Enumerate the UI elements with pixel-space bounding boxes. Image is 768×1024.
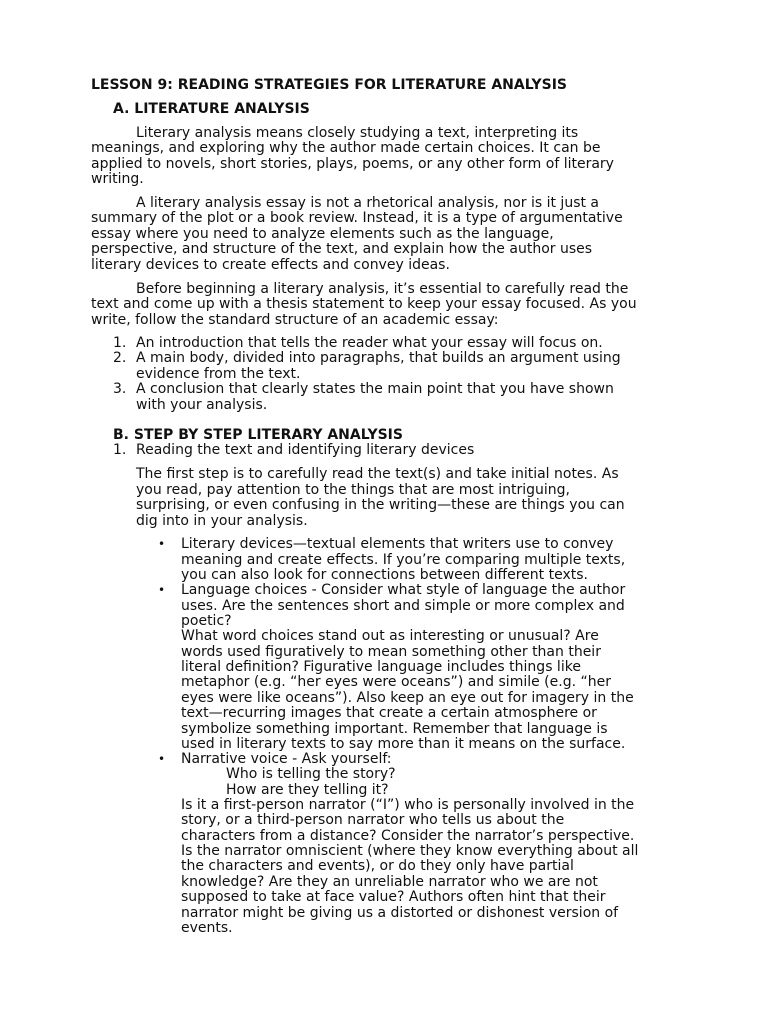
list-number: 1.: [113, 335, 127, 351]
bullet-line: words used figuratively to mean something other than their: [181, 644, 601, 660]
paragraph-line: Before beginning a literary analysis, it’s essential to carefully read the: [136, 281, 629, 297]
list-number: 3.: [113, 381, 127, 397]
paragraph-line: The first step is to carefully read the text(s) and take initial notes. As: [136, 466, 619, 482]
bullet-line: narrator might be giving us a distorted or dishonest version of: [181, 905, 619, 921]
paragraph-line: write, follow the standard structure of an academic essay:: [91, 312, 499, 328]
bullet-line: poetic?: [181, 613, 232, 629]
paragraph-line: surprising, or even confusing in the writing—these are things you can: [136, 497, 625, 513]
bullet-line: supposed to take at face value? Authors often hint that their: [181, 889, 606, 905]
bullet-line: Is the narrator omniscient (where they know everything about all: [181, 843, 639, 859]
bullet-line: the characters and events), or do they only have partial: [181, 858, 574, 874]
bullet-line: symbolize something important. Remember that language is: [181, 721, 608, 737]
bullet-line: meaning and create effects. If you’re comparing multiple texts,: [181, 552, 626, 568]
paragraph-line: perspective, and structure of the text, and explain how the author uses: [91, 241, 593, 257]
paragraph-line: you read, pay attention to the things that are most intriguing,: [136, 482, 570, 498]
bullet-line: Literary devices—textual elements that writers use to convey: [181, 536, 614, 552]
list-item: An introduction that tells the reader what your essay will focus on.: [136, 335, 603, 351]
bullet-line: Narrative voice - Ask yourself:: [181, 751, 392, 767]
bullet-line: knowledge? Are they an unreliable narrator who we are not: [181, 874, 598, 890]
paragraph-line: A literary analysis essay is not a rhetorical analysis, nor is it just a: [136, 195, 600, 211]
bullet-line: Language choices - Consider what style of language the author: [181, 582, 626, 598]
bullet-line: What word choices stand out as interesting or unusual? Are: [181, 628, 599, 644]
bullet-line: story, or a third-person narrator who tells us about the: [181, 812, 565, 828]
paragraph-line: text and come up with a thesis statement to keep your essay focused. As you: [91, 296, 637, 312]
bullet-icon: •: [158, 537, 166, 551]
paragraph-line: dig into in your analysis.: [136, 513, 308, 529]
paragraph-line: meanings, and exploring why the author made certain choices. It can be: [91, 140, 601, 156]
bullet-line: metaphor (e.g. “her eyes were oceans”) and simile (e.g. “her: [181, 674, 611, 690]
bullet-line: text—recurring images that create a certain atmosphere or: [181, 705, 597, 721]
indented-question: Who is telling the story?: [226, 766, 396, 782]
paragraph-line: summary of the plot or a book review. Instead, it is a type of argumentative: [91, 210, 623, 226]
paragraph-line: applied to novels, short stories, plays, poems, or any other form of literary: [91, 156, 614, 172]
list-number: 2.: [113, 350, 127, 366]
section-b-heading: B. STEP BY STEP LITERARY ANALYSIS: [113, 427, 403, 443]
step-number: 1.: [113, 442, 127, 458]
bullet-icon: •: [158, 752, 166, 766]
indented-question: How are they telling it?: [226, 782, 389, 798]
bullet-line: characters from a distance? Consider the narrator’s perspective.: [181, 828, 635, 844]
paragraph-line: Literary analysis means closely studying a text, interpreting its: [136, 125, 579, 141]
bullet-line: events.: [181, 920, 233, 936]
bullet-line: eyes were like oceans”). Also keep an eye out for imagery in the: [181, 690, 634, 706]
bullet-line: used in literary texts to say more than it means on the surface.: [181, 736, 626, 752]
paragraph-line: literary devices to create effects and convey ideas.: [91, 257, 450, 273]
list-item: A main body, divided into paragraphs, that builds an argument using: [136, 350, 621, 366]
bullet-line: Is it a first-person narrator (“I”) who is personally involved in the: [181, 797, 635, 813]
list-item: evidence from the text.: [136, 366, 301, 382]
bullet-line: uses. Are the sentences short and simple or more complex and: [181, 598, 625, 614]
list-item: A conclusion that clearly states the main point that you have shown: [136, 381, 614, 397]
bullet-line: you can also look for connections between different texts.: [181, 567, 588, 583]
bullet-line: literal definition? Figurative language includes things like: [181, 659, 581, 675]
section-a-heading: A. LITERATURE ANALYSIS: [113, 101, 310, 117]
paragraph-line: essay where you need to analyze elements such as the language,: [91, 226, 554, 242]
step-label: Reading the text and identifying literary devices: [136, 442, 475, 458]
lesson-title: LESSON 9: READING STRATEGIES FOR LITERATURE ANALYSIS: [91, 77, 567, 93]
bullet-icon: •: [158, 583, 166, 597]
paragraph-line: writing.: [91, 171, 144, 187]
list-item: with your analysis.: [136, 397, 268, 413]
